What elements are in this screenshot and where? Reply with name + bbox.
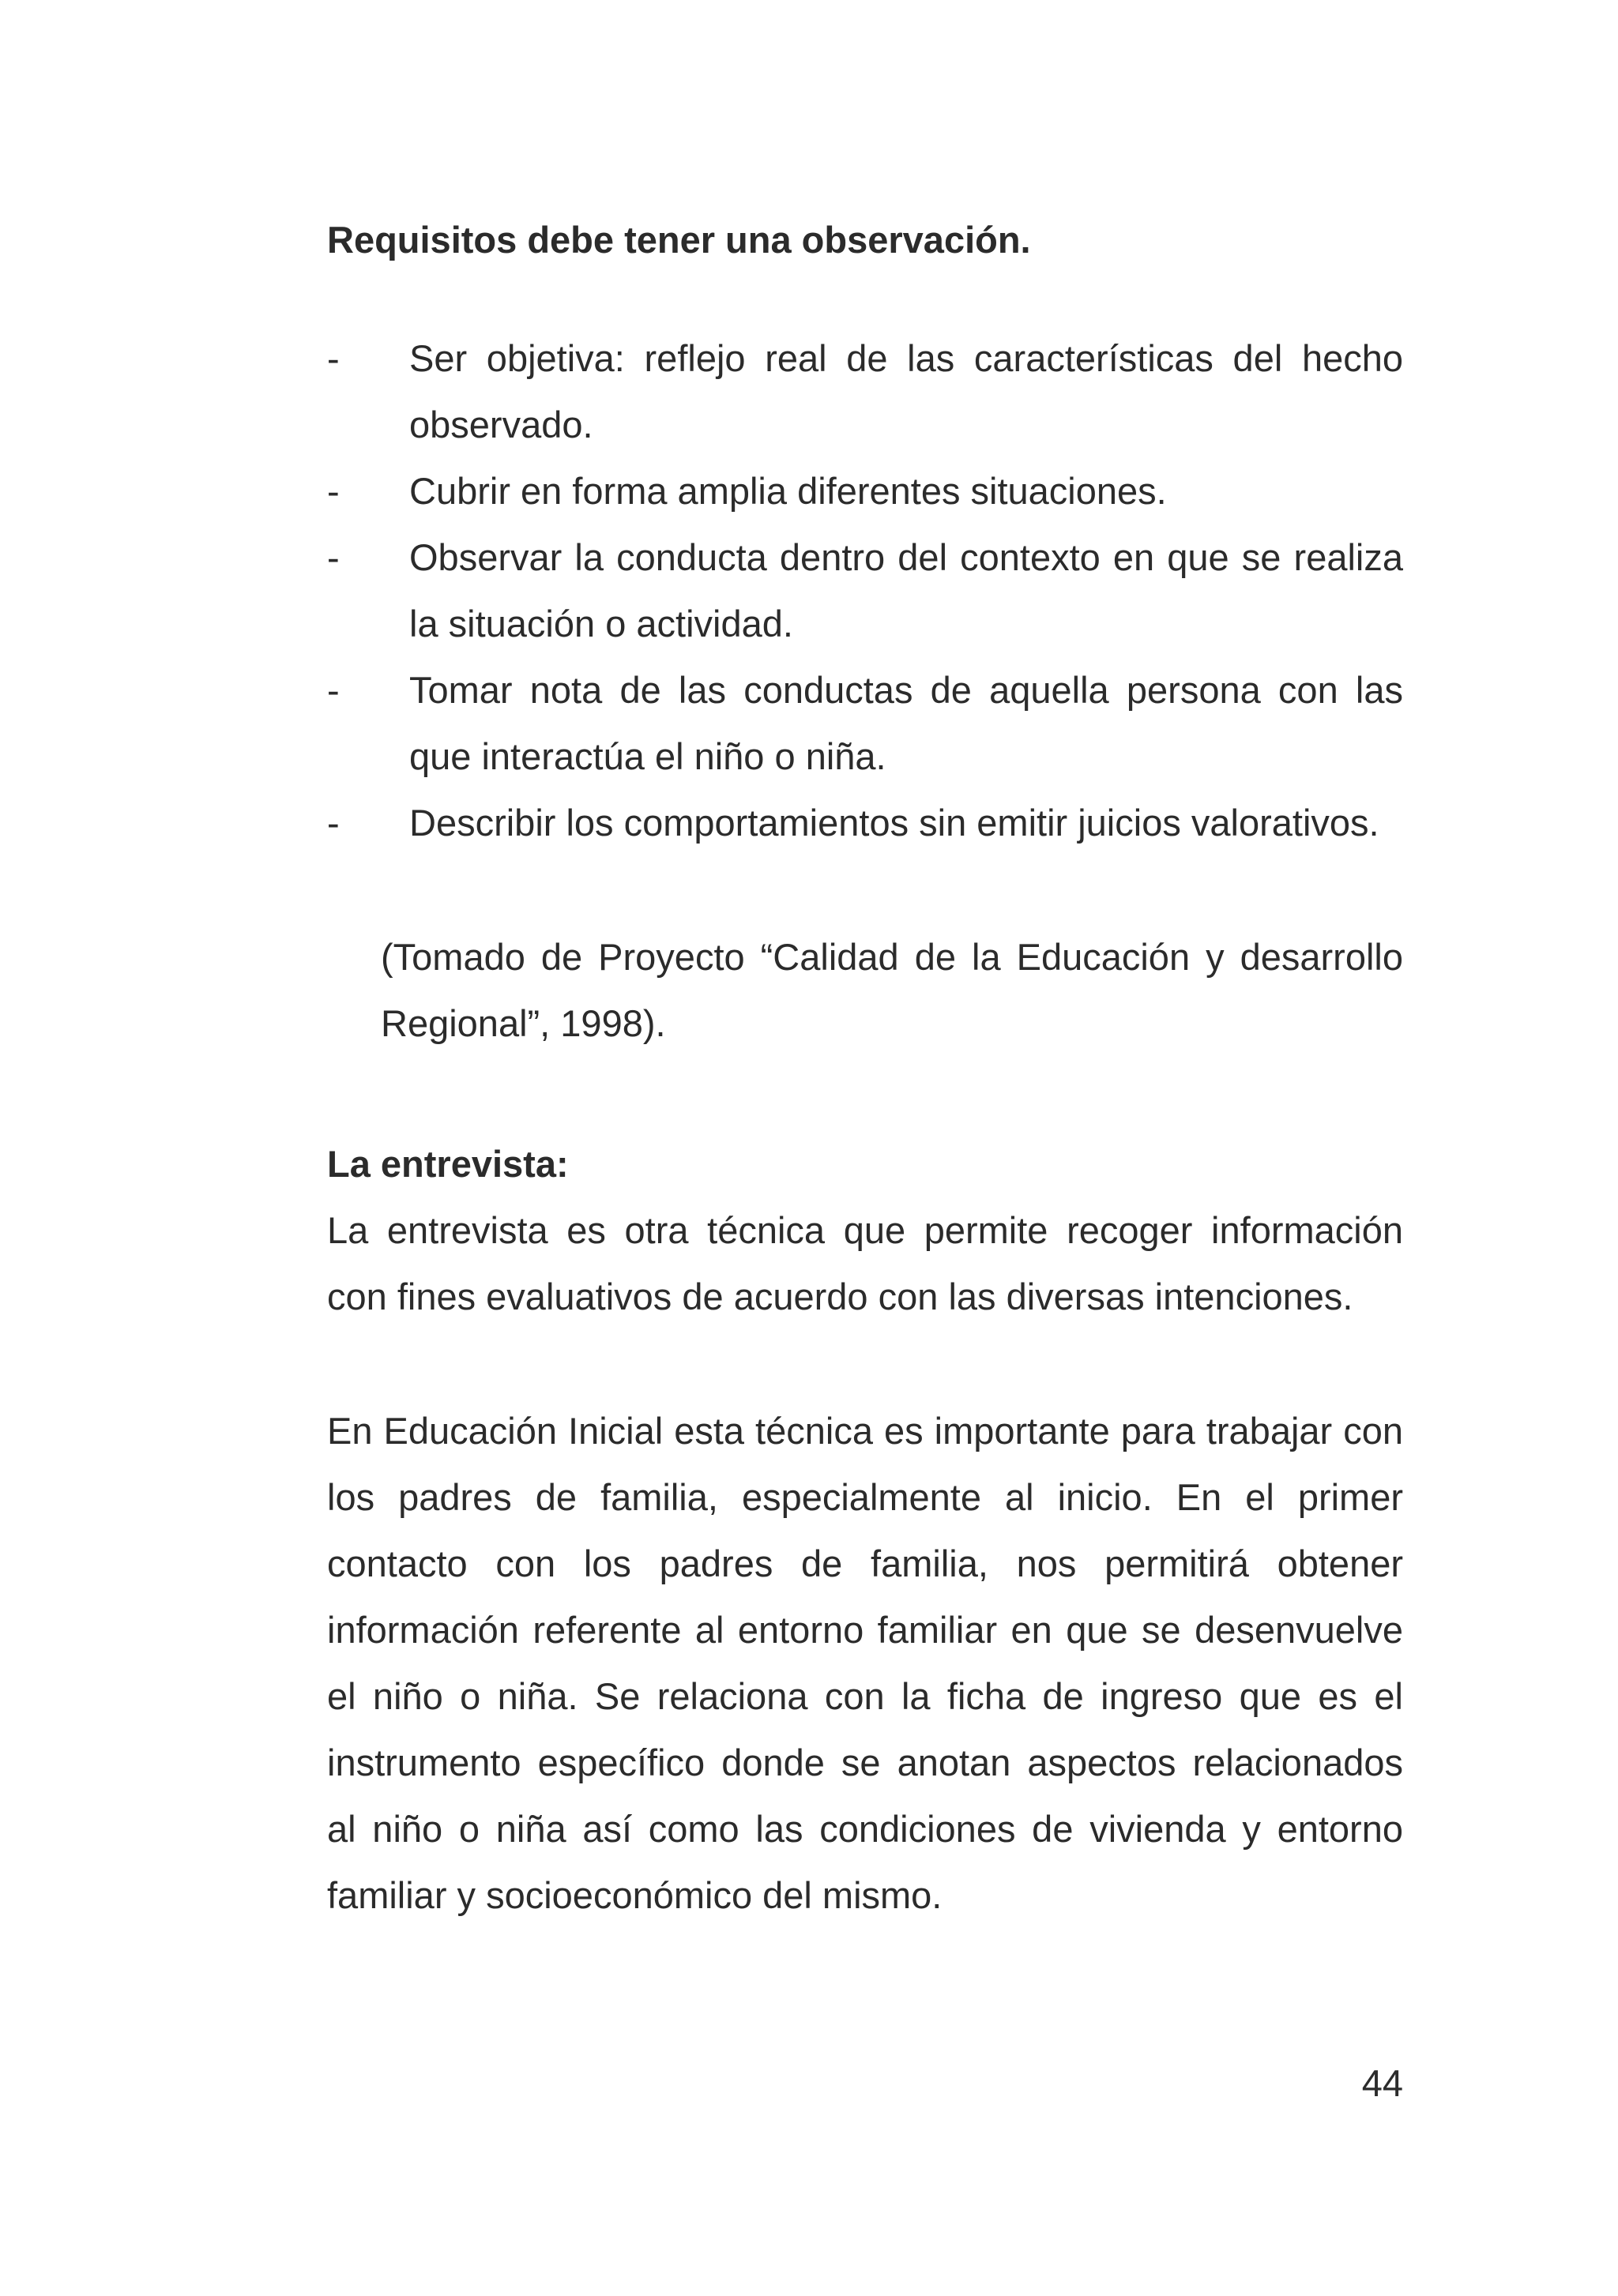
list-item <box>327 790 1403 856</box>
list-item-text: Ser objetiva: reflejo real de las características del hecho observado. <box>409 337 1403 445</box>
list-item <box>327 524 1403 657</box>
requirements-list <box>327 325 1403 856</box>
citation-text: (Tomado de Proyecto “Calidad de la Educación y desarrollo Regional”, 1998). <box>381 936 1403 1044</box>
list-item-text: Describir los comportamientos sin emitir juicios valorativos. <box>409 802 1379 844</box>
list-item-text: Tomar nota de las conductas de aquella persona con las que interactúa el niño o niña. <box>409 669 1403 777</box>
list-item <box>327 458 1403 524</box>
section-heading-requisitos: Requisitos debe tener una observación. <box>327 219 1031 261</box>
bullet-dash: - <box>327 802 340 844</box>
list-item <box>327 325 1403 458</box>
list-item-text: Cubrir en forma amplia diferentes situaciones. <box>409 470 1167 512</box>
bullet-dash: - <box>327 470 340 512</box>
list-item-text: Observar la conducta dentro del contexto en que se realiza la situación o actividad. <box>409 536 1403 644</box>
paragraph-entrevista: La entrevista es otra técnica que permite recoger información con fines evaluativos de acuerdo con las diversas intenciones. <box>327 1209 1403 1317</box>
bullet-dash: - <box>327 337 340 379</box>
section-heading-entrevista: La entrevista: <box>327 1143 569 1185</box>
bullet-dash: - <box>327 536 340 578</box>
page-number: 44 <box>1361 2062 1403 2104</box>
list-item <box>327 657 1403 790</box>
bullet-dash: - <box>327 669 340 711</box>
paragraph-educacion-inicial: En Educación Inicial esta técnica es importante para trabajar con los padres de familia, especialmente al inicio. En el primer contacto con los padres de familia, nos permitirá obtener información referente al entorno familiar en que se desenvuelve el niño o niña. Se relaciona con la ficha de ingreso que es el instrumento específico donde se anotan aspectos relacionados al niño o niña así como las condiciones de vivienda y entorno familiar y socioeconómico del mismo. <box>327 1410 1403 1916</box>
